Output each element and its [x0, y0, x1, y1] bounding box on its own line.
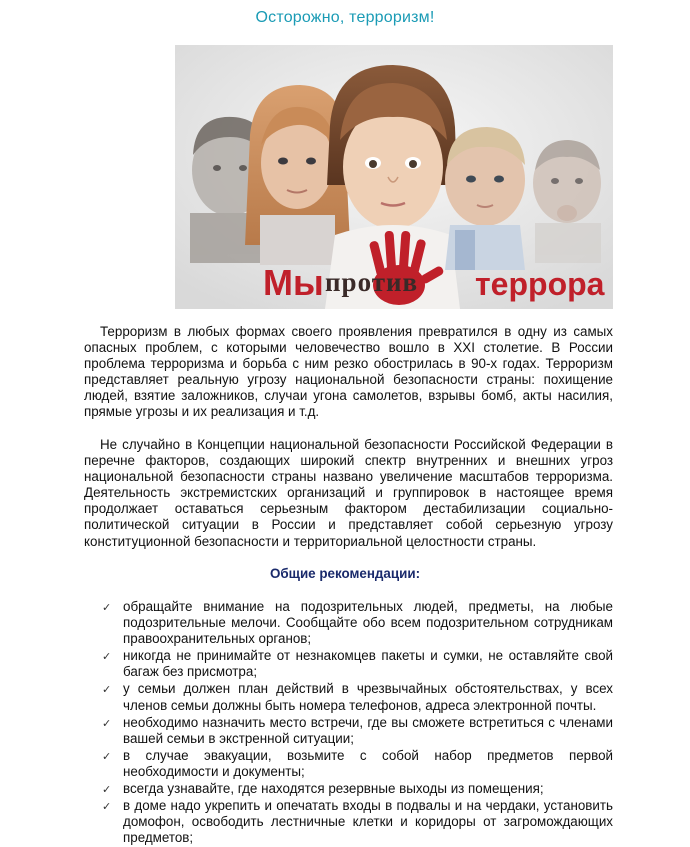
banner-text-right: террора: [475, 266, 605, 302]
banner-text-left: Мы: [263, 262, 324, 303]
child-far-right: [533, 140, 601, 263]
list-item-text: в случае эвакуации, возьмите с собой набор предметов первой необходимости и документы;: [123, 747, 613, 779]
list-item: [84, 748, 613, 780]
banner-illustration: [175, 45, 613, 309]
list-item: [84, 599, 613, 647]
checkmark-icon: ✓: [102, 801, 112, 814]
banner-image: [175, 45, 613, 309]
list-item-text: необходимо назначить место встречи, где вы сможете встретиться с членами вашей семьи в экстренной ситуации;: [123, 714, 613, 746]
list-item: [84, 715, 613, 747]
list-item-text: всегда узнавайте, где находятся резервные выходы из помещения;: [123, 781, 544, 797]
banner-text-middle: против: [325, 267, 419, 297]
child-right: [445, 127, 525, 270]
checkmark-icon: ✓: [102, 784, 112, 797]
checkmark-icon: ✓: [102, 602, 112, 614]
page-title: Осторожно, терроризм!: [255, 9, 435, 26]
list-item-text: обращайте внимание на подозрительных людей, предметы, на любые подозрительные мелочи. Сообщайте обо всем подозрительном сотрудникам правоохранительных органов;: [123, 599, 613, 647]
recommendations-list: [84, 599, 613, 847]
list-item: [84, 681, 613, 713]
checkmark-icon: ✓: [102, 651, 112, 664]
list-item-text: никогда не принимайте от незнакомцев пакеты и сумки, не оставляйте свой багаж без присмотра;: [123, 648, 613, 680]
list-item: [84, 798, 613, 846]
checkmark-icon: ✓: [102, 717, 112, 730]
paragraph-concept: Не случайно в Концепции национальной безопасности Российской Федерации в перечне факторов, создающих широкий спектр внутренних и внешних угроз национальной безопасности страны названо увеличение масштабов терроризма. Деятельность экстремистских организаций и группировок в настоящее время продолжает оставаться серьезным фактором дестабилизации социально-политической ситуации в России и представляет собой серьезную угрозу конституционной безопасности и территориальной целостности страны.: [84, 437, 613, 549]
checkmark-icon: ✓: [102, 750, 112, 763]
list-item: [84, 781, 613, 797]
checkmark-icon: ✓: [102, 684, 112, 697]
paragraph-intro: Терроризм в любых формах своего проявления превратился в одну из самых опасных проблем, с которыми человечество вошло в XXI столетие. В России проблема терроризма и борьба с ним резко обострилась в 90-х годах. Терроризм представляет реальную угрозу национальной безопасности страны: похищение людей, взятие заложников, случаи угона самолетов, взрывы бомб, акты насилия, прямые угрозы и их реализация и т.д.: [84, 324, 613, 420]
list-item-text: в доме надо укрепить и опечатать входы в подвалы и на чердаки, установить домофон, освободить лестничные клетки и коридоры от загромождающих предметов;: [123, 798, 613, 846]
recommendations-heading: Общие рекомендации:: [269, 566, 421, 581]
list-item-text: у семьи должен план действий в чрезвычайных обстоятельствах, у всех членов семьи должны быть номера телефонов, адреса электронной почты.: [123, 681, 613, 713]
list-item: [84, 648, 613, 680]
